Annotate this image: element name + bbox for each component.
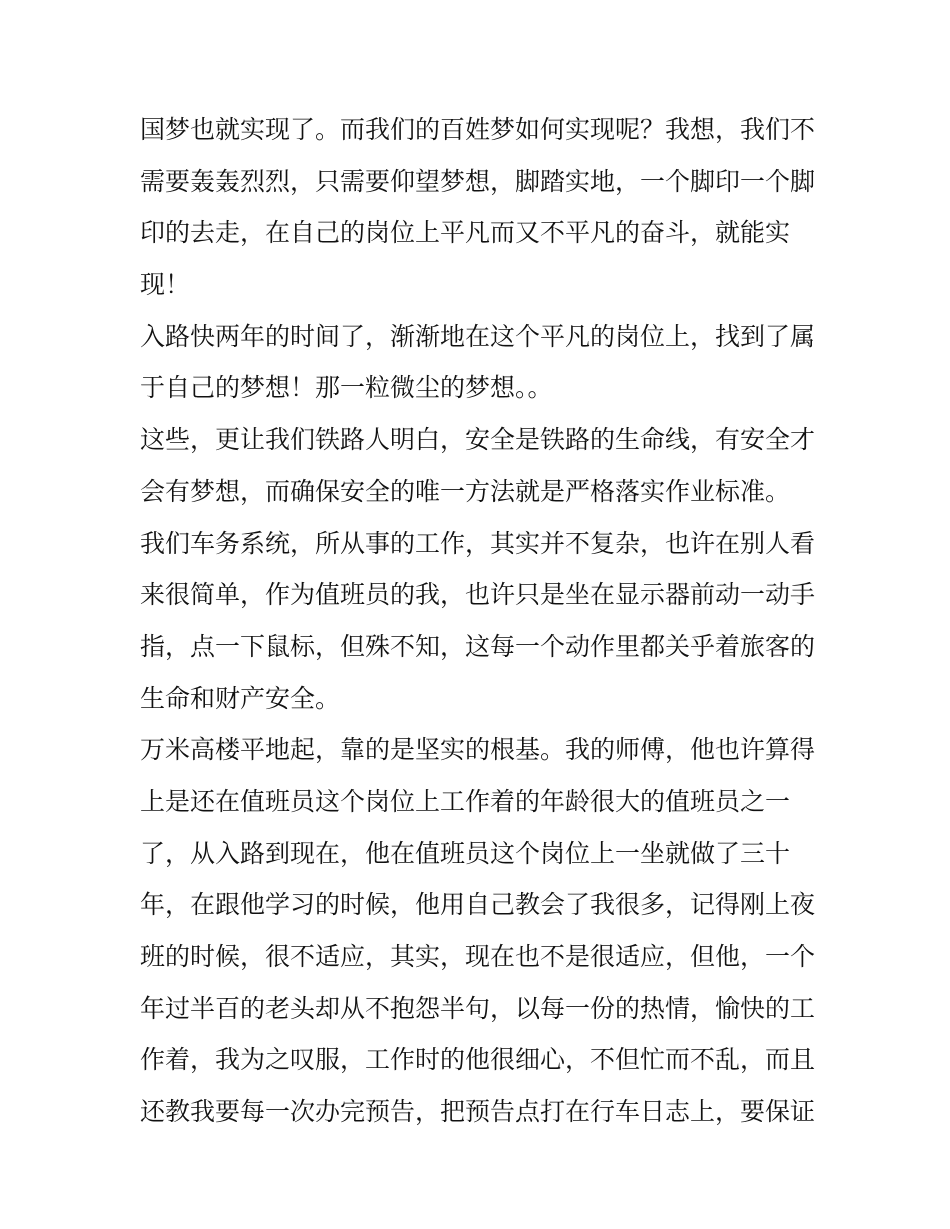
- text-line: 入路快两年的时间了，渐渐地在这个平凡的岗位上，找到了属: [140, 321, 816, 351]
- text-line: 现！: [140, 270, 191, 300]
- text-line: 上是还在值班员这个岗位上工作着的年龄很大的值班员之一: [140, 786, 791, 816]
- text-line: 了，从入路到现在，他在值班员这个岗位上一坐就做了三十: [140, 838, 791, 868]
- text-line: 于自己的梦想！那一粒微尘的梦想。。: [140, 373, 553, 403]
- document-body: [140, 104, 820, 1138]
- text-line: 来很简单，作为值班员的我，也许只是坐在显示器前动一动手: [140, 580, 816, 610]
- text-line: 万米高楼平地起，靠的是坚实的根基。我的师傅，他也许算得: [140, 735, 816, 765]
- text-line: 年，在跟他学习的时候，他用自己教会了我很多，记得刚上夜: [140, 890, 816, 920]
- text-line: 作着，我为之叹服，工作时的他很细心，不但忙而不乱，而且: [140, 1045, 816, 1075]
- text-line: 会有梦想，而确保安全的唯一方法就是严格落实作业标准。: [140, 476, 791, 506]
- text-line: 指，点一下鼠标，但殊不知，这每一个动作里都关乎着旅客的: [140, 631, 816, 661]
- text-line: 还教我要每一次办完预告，把预告点打在行车日志上，要保证: [140, 1097, 816, 1127]
- text-line: 需要轰轰烈烈，只需要仰望梦想，脚踏实地，一个脚印一个脚: [140, 166, 816, 196]
- text-line: 班的时候，很不适应，其实，现在也不是很适应，但他，一个: [140, 942, 816, 971]
- text-line: 年过半百的老头却从不抱怨半句，以每一份的热情，愉快的工: [140, 993, 816, 1023]
- text-line: 我们车务系统，所从事的工作，其实并不复杂，也许在别人看: [140, 528, 816, 558]
- text-line: 这些，更让我们铁路人明白，安全是铁路的生命线，有安全才: [140, 425, 816, 455]
- text-line: 国梦也就实现了。而我们的百姓梦如何实现呢？我想，我们不: [140, 115, 816, 144]
- text-line: 印的去走，在自己的岗位上平凡而又不平凡的奋斗，就能实: [140, 218, 791, 248]
- text-line: 生命和财产安全。: [140, 683, 341, 713]
